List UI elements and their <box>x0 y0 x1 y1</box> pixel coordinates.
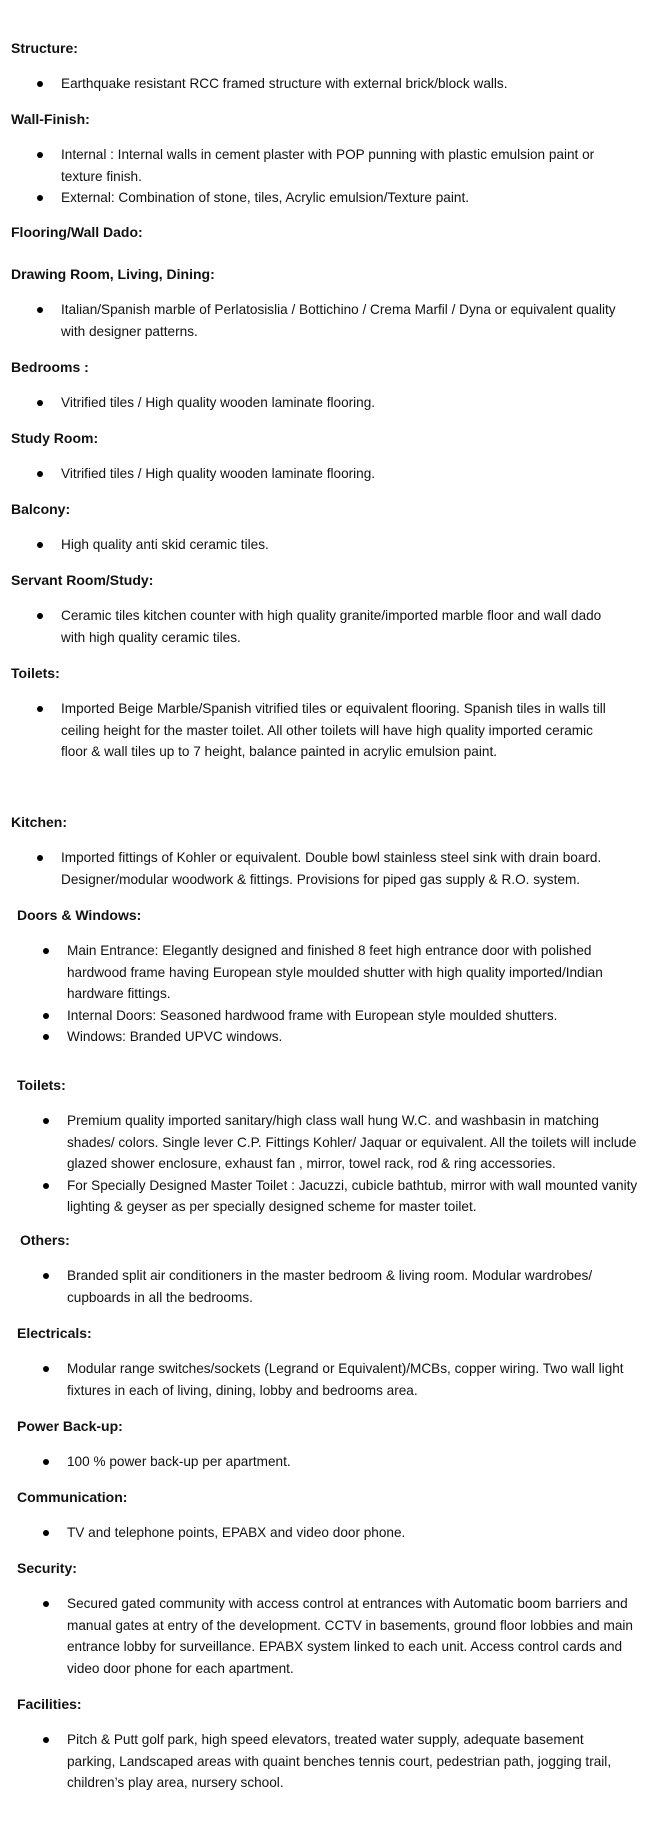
list-item <box>0 1026 639 1048</box>
bullet-icon <box>43 1034 49 1040</box>
bullet-icon <box>37 613 43 619</box>
bullet-icon <box>37 706 43 712</box>
bullet-icon <box>37 471 43 477</box>
bullet-list <box>0 1110 659 1218</box>
list-item-text: Main Entrance: Elegantly designed and finished 8 feet high entrance door with polished hardwood frame having European style moulded shutter with high quality imported/Indian hardware fittings. <box>67 943 603 1001</box>
list-item-text: 100 % power back-up per apartment. <box>67 1454 291 1469</box>
bullet-icon <box>37 400 43 406</box>
bullet-list <box>0 73 659 95</box>
section-heading: Servant Room/Study: <box>11 572 154 588</box>
list-item-text: Windows: Branded UPVC windows. <box>67 1029 283 1044</box>
list-item-text: Secured gated community with access control at entrances with Automatic boom barriers and manual gates at entry of the development. CCTV in basements, ground floor lobbies and main entrance lobby for surveillance. EPABX system linked to each unit. Access control cards and video door phone for each apartment. <box>67 1596 633 1676</box>
section-flooring-wall-dado <box>0 222 659 243</box>
bullet-icon <box>43 948 49 954</box>
bullet-list <box>0 463 659 485</box>
list-item <box>0 1110 639 1175</box>
section-heading: Toilets: <box>17 1077 66 1093</box>
list-item-text: Premium quality imported sanitary/high class wall hung W.C. and washbasin in matching shades/ colors. Single lever C.P. Fittings Kohler/ Jaquar or equivalent. All the toilets will include glazed shower enclosure, exhaust fan , mirror, towel rack, rod & ring accessories. <box>67 1113 637 1171</box>
section-heading: Security: <box>17 1560 77 1576</box>
bullet-icon <box>43 1737 49 1743</box>
section-heading: Balcony: <box>11 501 71 517</box>
list-item-text: Branded split air conditioners in the master bedroom & living room. Modular wardrobes/ cupboards in all the bedrooms. <box>67 1268 593 1305</box>
list-item <box>0 1175 639 1218</box>
section-heading: Wall-Finish: <box>11 111 90 127</box>
bullet-icon <box>37 855 43 861</box>
list-item-text: Internal : Internal walls in cement plaster with POP punning with plastic emulsion paint or texture finish. <box>61 147 595 184</box>
list-item <box>0 1451 627 1473</box>
section-study-room <box>0 428 659 485</box>
bullet-list <box>0 144 659 209</box>
section-balcony <box>0 499 659 556</box>
bullet-icon <box>43 1366 49 1372</box>
section-kitchen <box>0 812 659 890</box>
list-item-text: High quality anti skid ceramic tiles. <box>61 537 269 552</box>
list-item <box>0 605 621 648</box>
bullet-list <box>0 1593 659 1679</box>
list-item-text: Vitrified tiles / High quality wooden laminate flooring. <box>61 466 376 481</box>
list-item <box>0 847 621 890</box>
bullet-list <box>0 392 659 414</box>
list-item <box>0 1729 627 1794</box>
section-heading: Flooring/Wall Dado: <box>11 224 143 240</box>
section-wall-finish <box>0 109 659 209</box>
bullet-list <box>0 1358 659 1401</box>
bullet-icon <box>43 1459 49 1465</box>
bullet-icon <box>43 1118 49 1124</box>
list-item <box>0 1358 627 1401</box>
section-drawing-room-living-dining <box>0 264 659 342</box>
section-heading: Study Room: <box>11 430 99 446</box>
bullet-icon <box>37 81 43 87</box>
section-heading: Communication: <box>17 1489 128 1505</box>
bullet-icon <box>37 307 43 313</box>
list-item-text: Earthquake resistant RCC framed structure with external brick/block walls. <box>61 76 508 91</box>
section-facilities <box>0 1694 659 1794</box>
bullet-icon <box>37 152 43 158</box>
list-item <box>0 463 621 485</box>
list-item <box>0 534 621 556</box>
list-item <box>0 299 621 342</box>
bullet-list <box>0 1451 659 1473</box>
list-item-text: Vitrified tiles / High quality wooden laminate flooring. <box>61 395 376 410</box>
section-heading: Bedrooms : <box>11 359 89 375</box>
section-servant-room-study <box>0 570 659 648</box>
list-item <box>0 144 621 187</box>
bullet-list <box>0 698 659 763</box>
section-heading: Drawing Room, Living, Dining: <box>11 266 215 282</box>
list-item-text: TV and telephone points, EPABX and video door phone. <box>67 1525 406 1540</box>
bullet-icon <box>37 195 43 201</box>
bullet-icon <box>43 1273 49 1279</box>
section-heading: Structure: <box>11 40 78 56</box>
section-bedrooms <box>0 357 659 414</box>
section-heading: Toilets: <box>11 665 60 681</box>
list-item-text: Modular range switches/sockets (Legrand or Equivalent)/MCBs, copper wiring. Two wall light fixtures in each of living, dining, lobby and bedrooms area. <box>67 1361 624 1398</box>
bullet-list <box>0 1265 659 1308</box>
bullet-list <box>0 299 659 342</box>
list-item <box>0 1265 627 1308</box>
bullet-icon <box>43 1013 49 1019</box>
list-item <box>0 940 639 1005</box>
list-item <box>0 1005 639 1027</box>
section-security <box>0 1558 659 1679</box>
section-heading: Power Back-up: <box>17 1418 123 1434</box>
section-communication <box>0 1487 659 1544</box>
list-item-text: External: Combination of stone, tiles, Acrylic emulsion/Texture paint. <box>61 190 470 205</box>
section-power-back-up <box>0 1416 659 1473</box>
list-item-text: Imported fittings of Kohler or equivalent. Double bowl stainless steel sink with drain board. Designer/modular woodwork & fittings. Provisions for piped gas supply & R.O. system. <box>61 850 602 887</box>
list-item-text: Ceramic tiles kitchen counter with high quality granite/imported marble floor and wall dado with high quality ceramic tiles. <box>61 608 602 645</box>
section-toilets <box>0 1075 659 1218</box>
list-item <box>0 698 621 763</box>
section-heading: Facilities: <box>17 1696 82 1712</box>
section-toilets <box>0 663 659 763</box>
section-heading: Doors & Windows: <box>17 907 142 923</box>
list-item <box>0 187 621 209</box>
list-item-text: Pitch & Putt golf park, high speed elevators, treated water supply, adequate basement parking, Landscaped areas with quaint benches tennis court, pedestrian path, jogging trail, children’s play area, nursery school. <box>67 1732 612 1790</box>
section-heading: Electricals: <box>17 1325 92 1341</box>
list-item-text: Italian/Spanish marble of Perlatosislia / Bottichino / Crema Marfil / Dyna or equivalent quality with designer patterns. <box>61 302 616 339</box>
bullet-list <box>0 847 659 890</box>
list-item <box>0 1522 627 1544</box>
bullet-list <box>0 605 659 648</box>
bullet-icon <box>37 542 43 548</box>
bullet-icon <box>43 1601 49 1607</box>
section-heading: Kitchen: <box>11 814 67 830</box>
bullet-list <box>0 1729 659 1794</box>
list-item-text: Internal Doors: Seasoned hardwood frame with European style moulded shutters. <box>67 1007 558 1023</box>
bullet-list <box>0 534 659 556</box>
section-heading: Others: <box>20 1232 70 1248</box>
section-electricals <box>0 1323 659 1401</box>
bullet-icon <box>43 1530 49 1536</box>
list-item-text: Imported Beige Marble/Spanish vitrified tiles or equivalent flooring. Spanish tiles in walls till ceiling height for the master toilet. All other toilets will have high quality imported ceramic floor & wall tiles up to 7 height, balance painted in acrylic emulsion paint. <box>61 701 606 759</box>
section-doors-windows <box>0 905 659 1048</box>
bullet-list <box>0 940 659 1048</box>
bullet-list <box>0 1522 659 1544</box>
list-item-text: For Specially Designed Master Toilet : Jacuzzi, cubicle bathtub, mirror with wall mounted vanity lighting & geyser as per specially designed scheme for master toilet. <box>67 1177 638 1214</box>
section-structure <box>0 38 659 95</box>
section-others <box>0 1230 659 1308</box>
list-item <box>0 1593 643 1679</box>
list-item <box>0 73 621 95</box>
list-item <box>0 392 621 414</box>
bullet-icon <box>43 1183 49 1189</box>
